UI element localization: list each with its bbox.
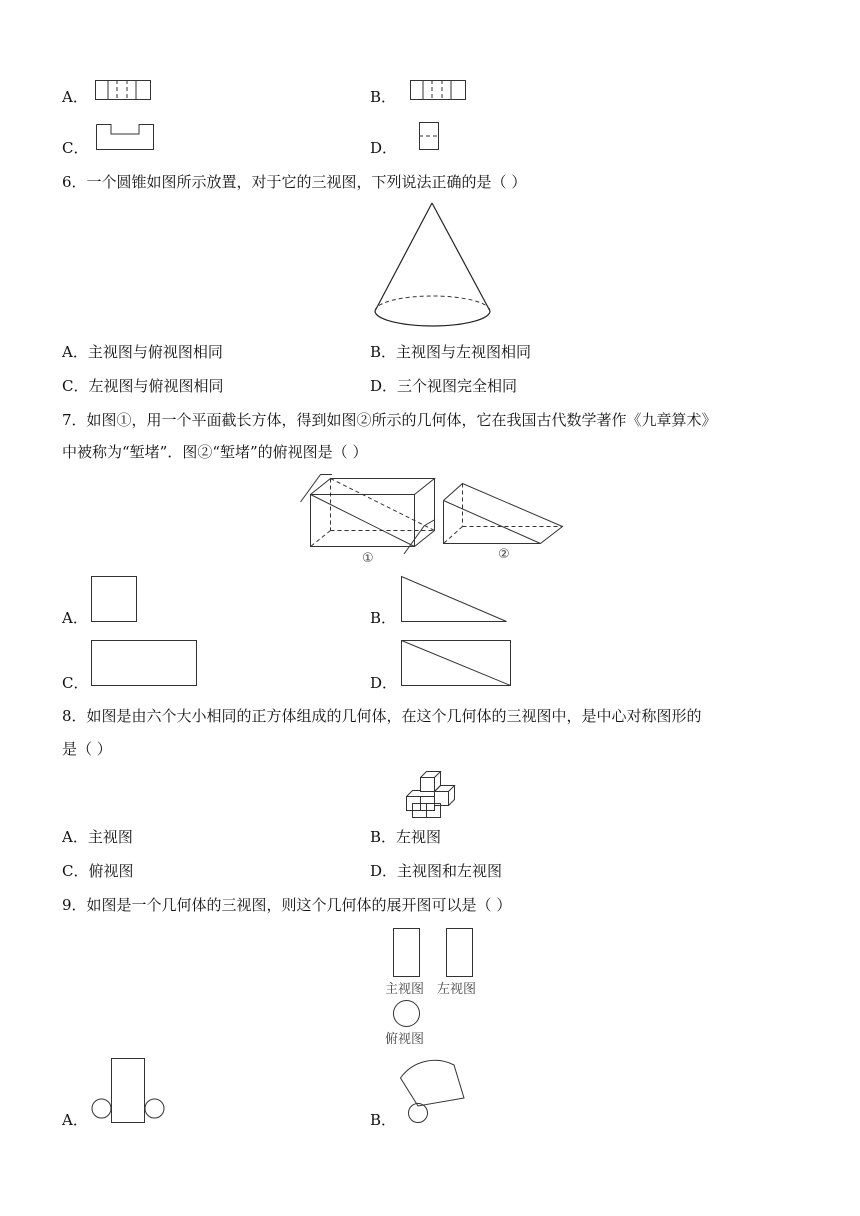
q6-option-b[interactable]: B．主视图与左视图相同 — [370, 343, 532, 361]
q6-option-c[interactable]: C．左视图与俯视图相同 — [62, 377, 224, 395]
q9-option-a-net — [91, 1058, 167, 1124]
q7-option-c-label[interactable]: C． — [62, 674, 89, 692]
q6-option-d[interactable]: D．三个视图完全相同 — [370, 377, 518, 395]
q9-front-view-label: 主视图 — [385, 982, 425, 997]
q7-option-a-square — [91, 576, 137, 622]
q8-option-b[interactable]: B．左视图 — [370, 828, 442, 846]
q8-option-d[interactable]: D．主视图和左视图 — [370, 862, 503, 880]
q5-option-a-label[interactable]: A． — [62, 88, 88, 106]
q7-option-a-label[interactable]: A． — [62, 609, 88, 627]
q5-option-c-figure — [96, 124, 154, 150]
q5-option-d-figure — [419, 122, 439, 150]
q9-stem: 9．如图是一个几何体的三视图，则这个几何体的展开图可以是（ ） — [62, 896, 512, 914]
q6-option-a[interactable]: A．主视图与俯视图相同 — [62, 343, 223, 361]
q6-cone-figure — [370, 203, 496, 327]
q9-option-b-net — [400, 1060, 466, 1126]
q5-option-d-label[interactable]: D． — [370, 139, 398, 157]
q7-option-b-triangle — [401, 576, 507, 622]
q7-stem-line1: 7．如图①，用一个平面截长方体，得到如图②所示的几何体，它在我国古代数学著作《九章算术》 — [62, 411, 717, 429]
q7-stem-line2: 中被称为“堑堵”．图②“堑堵”的俯视图是（ ） — [62, 443, 368, 461]
q8-stem-line2: 是（ ） — [62, 740, 112, 758]
q9-left-view-label: 左视图 — [437, 982, 477, 997]
q7-figure-label-1: ① — [362, 551, 374, 566]
q5-option-c-label[interactable]: C． — [62, 139, 89, 157]
q5-option-b-figure — [410, 80, 466, 100]
q9-top-view-label: 俯视图 — [385, 1032, 425, 1047]
q8-option-a[interactable]: A．主视图 — [62, 828, 133, 846]
q7-qiandu-figure — [440, 480, 566, 564]
q6-stem: 6．一个圆锥如图所示放置，对于它的三视图，下列说法正确的是（ ） — [62, 173, 527, 191]
q8-stem-line1: 8．如图是由六个大小相同的正方体组成的几何体，在这个几何体的三视图中，是中心对称图形的 — [62, 707, 702, 725]
q9-option-b-label[interactable]: B． — [370, 1111, 397, 1129]
q9-option-a-label[interactable]: A． — [62, 1111, 88, 1129]
q7-option-d-label[interactable]: D． — [370, 674, 398, 692]
q5-option-b-label[interactable]: B． — [370, 88, 397, 106]
q7-figure-label-2: ② — [498, 547, 510, 562]
q7-cuboid-figure — [300, 474, 440, 566]
q5-option-a-figure — [95, 80, 151, 100]
q7-option-d-rect-diagonal — [401, 640, 511, 686]
q8-cubes-figure — [402, 771, 464, 819]
q9-three-views-figure — [378, 926, 488, 1052]
q7-option-b-label[interactable]: B． — [370, 609, 397, 627]
q7-option-c-rectangle — [91, 640, 197, 686]
q8-option-c[interactable]: C．俯视图 — [62, 862, 134, 880]
